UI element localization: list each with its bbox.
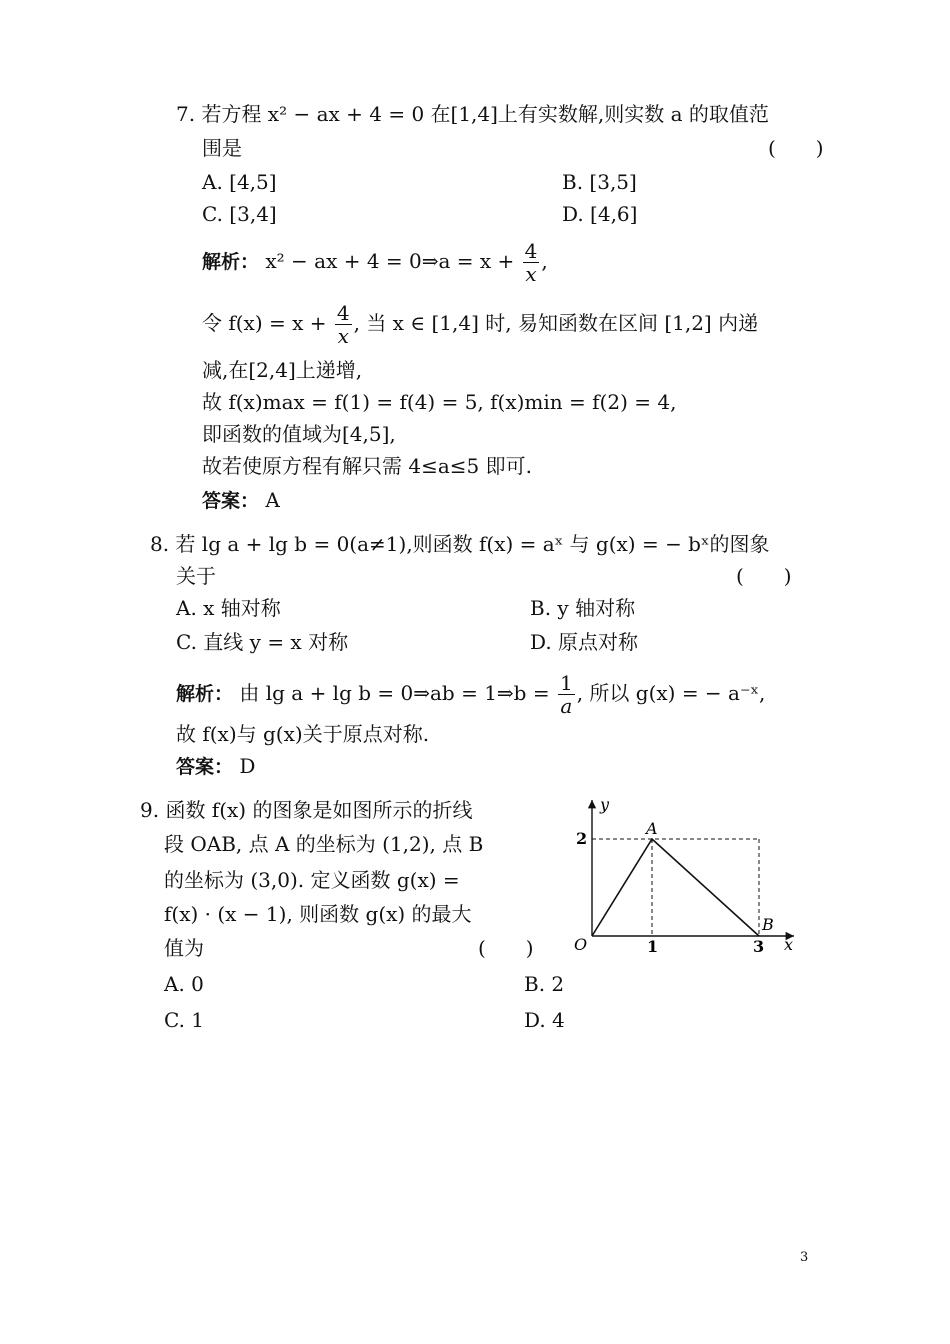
q9-option-c: C. 1 [164,1008,205,1032]
polyline-oab-figure [572,794,802,954]
q7-answer-label: 答案： [202,490,260,512]
q8-option-a: A. x 轴对称 [176,596,281,620]
label-b: B [762,915,774,934]
q7-solution-line2-pre: 令 f(x) = x + [202,311,327,335]
q7-fraction-den: x [525,262,537,286]
q8-answer-label: 答案： [176,756,234,778]
q7-solution-line1-post: , [541,249,548,273]
q9-stem-line4: f(x) · (x − 1), 则函数 g(x) 的最大 [164,902,472,926]
q7-stem-line1: 7. 若方程 x² − ax + 4 = 0 在[1,4]上有实数解,则实数 a 的取值范 [176,102,769,126]
q7-solution-line4: 故 f(x)max = f(1) = f(4) = 5, f(x)min = f(2) = 4, [202,390,677,414]
q9-stem-line5: 值为 [164,936,204,960]
q7-solution-line5: 即函数的值域为[4,5], [202,422,396,446]
q8-answer-line [176,752,255,781]
q7-option-c: C. [3,4] [202,202,277,226]
q7-fraction-2-den: x [337,324,349,348]
q7-jiexi-label: 解析： [202,251,260,273]
q9-option-d: D. 4 [524,1008,565,1032]
label-a: A [646,819,658,838]
q8-fraction [558,672,575,717]
page-number: 3 [800,1250,809,1265]
q7-fraction-num: 4 [524,239,538,263]
q8-stem-line2: 关于 [176,564,216,588]
q7-option-a: A. [4,5] [202,170,277,194]
tick-label-1: 1 [647,937,659,954]
q7-solution-line2-post: , 当 x ∈ [1,4] 时, 易知函数在区间 [1,2] 内递 [353,311,759,335]
q7-stem-line2: 围是 [202,136,242,160]
q8-jiexi-label: 解析： [176,683,234,705]
label-x: x [784,935,794,954]
q8-solution-line1-post: , 所以 g(x) = − a⁻ˣ, [576,681,766,705]
tick-label-2: 2 [576,829,588,848]
q7-solution-line2 [202,302,758,347]
q7-answer-value: A [265,488,280,512]
q7-option-d: D. [4,6] [562,202,638,226]
q8-answer-value: D [239,754,256,778]
q9-option-a: A. 0 [164,972,204,996]
label-y: y [600,795,610,814]
q7-answer-line [202,486,280,515]
tick-label-3: 3 [753,937,765,954]
q8-solution-line1 [176,672,765,717]
q8-answer-paren: ( ) [736,564,792,588]
q7-fraction-2-num: 4 [336,301,350,325]
q9-answer-paren: ( ) [478,936,534,960]
q7-solution-line1 [202,240,548,285]
q7-solution-line1-text: x² − ax + 4 = 0⇒a = x + [265,249,515,273]
q9-stem-line1: 9. 函数 f(x) 的图象是如图所示的折线 [140,798,473,822]
q9-stem-line3: 的坐标为 (3,0). 定义函数 g(x) = [164,868,460,892]
q8-option-b: B. y 轴对称 [530,596,636,620]
polyline-oab [592,839,759,936]
q7-option-b: B. [3,5] [562,170,637,194]
q9-stem-line2: 段 OAB, 点 A 的坐标为 (1,2), 点 B [164,832,484,856]
q8-stem-line1: 8. 若 lg a + lg b = 0(a≠1),则函数 f(x) = aˣ 与 g(x) = − bˣ的图象 [150,532,770,556]
q7-solution-line6: 故若使原方程有解只需 4≤a≤5 即可. [202,454,532,478]
q7-solution-line3: 减,在[2,4]上递增, [202,358,363,382]
q9-option-b: B. 2 [524,972,565,996]
q8-option-c: C. 直线 y = x 对称 [176,630,349,654]
q8-solution-line1-pre: 由 lg a + lg b = 0⇒ab = 1⇒b = [239,681,550,705]
q8-solution-line2: 故 f(x)与 g(x)关于原点对称. [176,722,430,746]
q7-answer-paren: ( ) [768,136,824,160]
q8-fraction-num: 1 [559,671,573,695]
label-o: O [574,935,588,954]
q8-option-d: D. 原点对称 [530,630,639,654]
q7-fraction [523,240,540,285]
q8-fraction-den: a [560,694,573,718]
q7-fraction-2 [335,302,352,347]
